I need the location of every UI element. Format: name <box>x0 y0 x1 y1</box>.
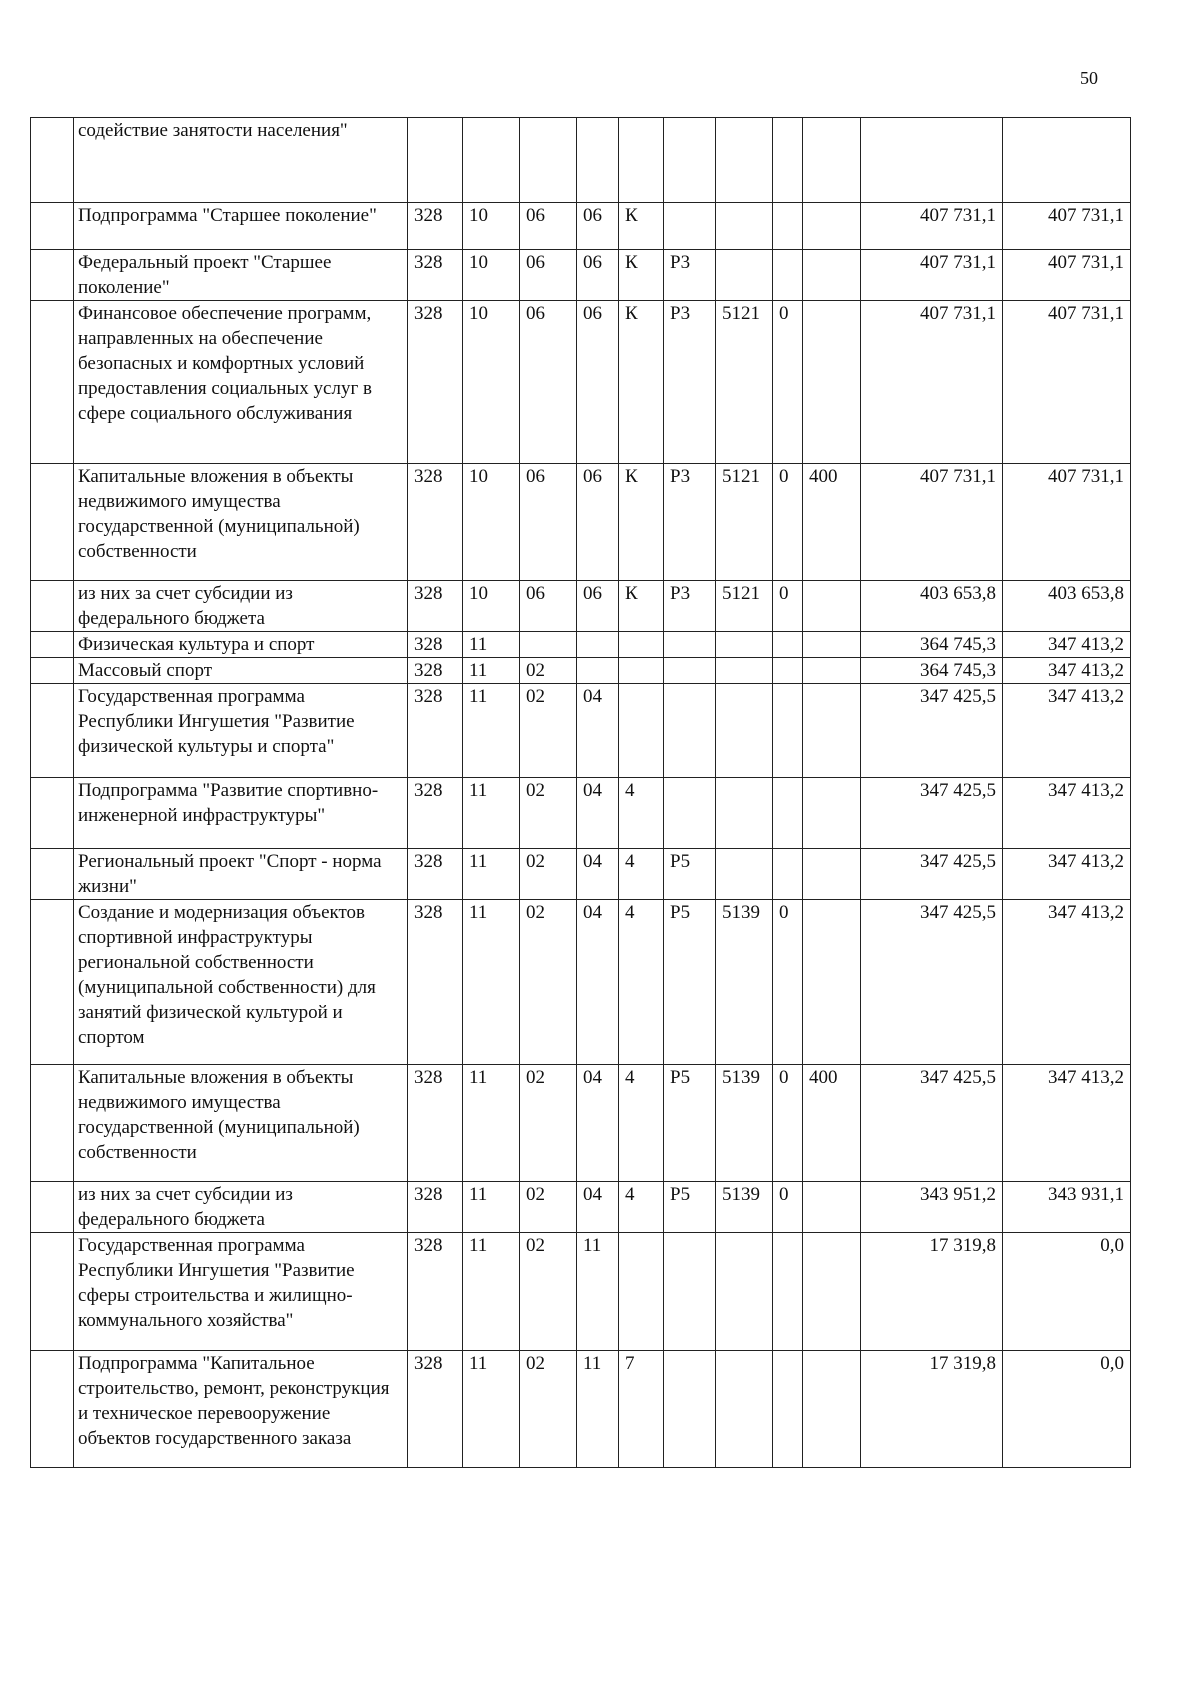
program-code-cell: 04 <box>577 1065 619 1182</box>
direction-code-cell <box>716 684 773 778</box>
section-code-cell: 11 <box>463 900 520 1065</box>
subsection-code-cell <box>520 118 577 203</box>
table-row <box>31 1351 1131 1468</box>
sum-2022-cell: 343 931,1 <box>1003 1182 1131 1233</box>
sub-direction-code-cell <box>773 849 803 900</box>
row-index-cell <box>31 118 74 203</box>
project-code-cell: Р5 <box>664 900 716 1065</box>
program-code-cell <box>577 632 619 658</box>
program-code-cell: 06 <box>577 581 619 632</box>
subsection-code-cell: 06 <box>520 581 577 632</box>
direction-code-cell: 5121 <box>716 464 773 581</box>
expense-type-code-cell <box>803 849 861 900</box>
subsection-code-cell: 02 <box>520 900 577 1065</box>
sum-2022-cell: 347 413,2 <box>1003 900 1131 1065</box>
expense-type-code-cell <box>803 778 861 849</box>
program-code-cell: 06 <box>577 464 619 581</box>
program-code-cell: 04 <box>577 778 619 849</box>
row-name: Физическая культура и спорт <box>74 632 408 658</box>
table-row <box>31 581 1131 632</box>
row-index-cell <box>31 1065 74 1182</box>
row-index-cell <box>31 203 74 250</box>
row-index-cell <box>31 658 74 684</box>
table-row <box>31 684 1131 778</box>
project-code-cell <box>664 1233 716 1351</box>
table-row <box>31 1182 1131 1233</box>
sum-2021-cell: 407 731,1 <box>861 301 1003 464</box>
subsection-code-cell: 02 <box>520 1182 577 1233</box>
sum-2022-cell: 347 413,2 <box>1003 1065 1131 1182</box>
sum-2021-cell: 407 731,1 <box>861 464 1003 581</box>
expense-type-code-cell <box>803 900 861 1065</box>
sum-2022-cell: 347 413,2 <box>1003 658 1131 684</box>
grbs-code-cell: 328 <box>408 1351 463 1468</box>
sum-2021-cell: 407 731,1 <box>861 203 1003 250</box>
section-code-cell: 10 <box>463 464 520 581</box>
section-code-cell: 11 <box>463 1233 520 1351</box>
table-row <box>31 1065 1131 1182</box>
subprogram-code-cell: К <box>619 250 664 301</box>
row-name: содействие занятости населения" <box>74 118 408 203</box>
row-index-cell <box>31 684 74 778</box>
row-index-cell <box>31 1233 74 1351</box>
sum-2022-cell: 407 731,1 <box>1003 301 1131 464</box>
grbs-code-cell <box>408 118 463 203</box>
direction-code-cell: 5121 <box>716 301 773 464</box>
expense-type-code-cell <box>803 581 861 632</box>
program-code-cell: 04 <box>577 900 619 1065</box>
subsection-code-cell: 06 <box>520 250 577 301</box>
subprogram-code-cell: 4 <box>619 1182 664 1233</box>
direction-code-cell <box>716 203 773 250</box>
subprogram-code-cell: 4 <box>619 900 664 1065</box>
section-code-cell: 11 <box>463 658 520 684</box>
subsection-code-cell: 02 <box>520 684 577 778</box>
sub-direction-code-cell <box>773 658 803 684</box>
sum-2021-cell: 364 745,3 <box>861 632 1003 658</box>
sum-2022-cell: 403 653,8 <box>1003 581 1131 632</box>
subprogram-code-cell <box>619 118 664 203</box>
subsection-code-cell: 02 <box>520 778 577 849</box>
grbs-code-cell: 328 <box>408 203 463 250</box>
expense-type-code-cell: 400 <box>803 464 861 581</box>
row-name: из них за счет субсидии из федерального бюджета <box>74 1182 408 1233</box>
subsection-code-cell: 06 <box>520 464 577 581</box>
direction-code-cell <box>716 632 773 658</box>
section-code-cell: 10 <box>463 203 520 250</box>
subprogram-code-cell: 4 <box>619 849 664 900</box>
sum-2021-cell: 403 653,8 <box>861 581 1003 632</box>
section-code-cell: 10 <box>463 250 520 301</box>
row-index-cell <box>31 250 74 301</box>
expense-type-code-cell <box>803 1182 861 1233</box>
row-name: Создание и модернизация объектов спортивной инфраструктуры региональной собственности (муниципальной собственности) для занятий физической культурой и спортом <box>74 900 408 1065</box>
program-code-cell: 04 <box>577 849 619 900</box>
project-code-cell: Р3 <box>664 301 716 464</box>
row-name: Государственная программа Республики Ингушетия "Развитие сферы строительства и жилищно-коммунального хозяйства" <box>74 1233 408 1351</box>
row-name: Подпрограмма "Развитие спортивно-инженерной инфраструктуры" <box>74 778 408 849</box>
section-code-cell <box>463 118 520 203</box>
direction-code-cell: 5139 <box>716 900 773 1065</box>
program-code-cell: 04 <box>577 1182 619 1233</box>
project-code-cell: Р3 <box>664 250 716 301</box>
direction-code-cell <box>716 118 773 203</box>
program-code-cell: 04 <box>577 684 619 778</box>
table-row <box>31 900 1131 1065</box>
direction-code-cell <box>716 849 773 900</box>
direction-code-cell <box>716 250 773 301</box>
grbs-code-cell: 328 <box>408 900 463 1065</box>
section-code-cell: 10 <box>463 581 520 632</box>
row-index-cell <box>31 632 74 658</box>
program-code-cell: 11 <box>577 1233 619 1351</box>
row-index-cell <box>31 1351 74 1468</box>
row-name: Региональный проект "Спорт - норма жизни" <box>74 849 408 900</box>
sum-2022-cell: 347 413,2 <box>1003 632 1131 658</box>
direction-code-cell <box>716 658 773 684</box>
sum-2021-cell: 343 951,2 <box>861 1182 1003 1233</box>
sum-2021-cell: 17 319,8 <box>861 1233 1003 1351</box>
row-name: Капитальные вложения в объекты недвижимого имущества государственной (муниципальной) собственности <box>74 1065 408 1182</box>
row-name: Подпрограмма "Старшее поколение" <box>74 203 408 250</box>
expense-type-code-cell <box>803 1233 861 1351</box>
subsection-code-cell: 02 <box>520 658 577 684</box>
program-code-cell <box>577 118 619 203</box>
subsection-code-cell: 02 <box>520 849 577 900</box>
project-code-cell: Р3 <box>664 581 716 632</box>
sum-2022-cell: 407 731,1 <box>1003 203 1131 250</box>
sum-2021-cell: 407 731,1 <box>861 250 1003 301</box>
grbs-code-cell: 328 <box>408 658 463 684</box>
project-code-cell <box>664 684 716 778</box>
direction-code-cell: 5121 <box>716 581 773 632</box>
project-code-cell <box>664 118 716 203</box>
sum-2022-cell: 0,0 <box>1003 1351 1131 1468</box>
budget-table <box>30 117 1131 1468</box>
sub-direction-code-cell: 0 <box>773 900 803 1065</box>
project-code-cell: Р5 <box>664 1065 716 1182</box>
sub-direction-code-cell <box>773 1233 803 1351</box>
sum-2022-cell: 347 413,2 <box>1003 778 1131 849</box>
sum-2022-cell <box>1003 118 1131 203</box>
expense-type-code-cell <box>803 118 861 203</box>
sub-direction-code-cell <box>773 250 803 301</box>
program-code-cell: 06 <box>577 250 619 301</box>
sum-2021-cell: 347 425,5 <box>861 684 1003 778</box>
grbs-code-cell: 328 <box>408 684 463 778</box>
row-index-cell <box>31 464 74 581</box>
row-index-cell <box>31 778 74 849</box>
row-index-cell <box>31 1182 74 1233</box>
section-code-cell: 11 <box>463 778 520 849</box>
subsection-code-cell <box>520 632 577 658</box>
table-row <box>31 632 1131 658</box>
program-code-cell: 11 <box>577 1351 619 1468</box>
table-row <box>31 778 1131 849</box>
sum-2022-cell: 407 731,1 <box>1003 250 1131 301</box>
subprogram-code-cell <box>619 632 664 658</box>
grbs-code-cell: 328 <box>408 250 463 301</box>
subsection-code-cell: 02 <box>520 1065 577 1182</box>
row-name: Подпрограмма "Капитальное строительство, ремонт, реконструкция и техническое перевооружение объектов государственного заказа <box>74 1351 408 1468</box>
section-code-cell: 11 <box>463 632 520 658</box>
sum-2021-cell: 364 745,3 <box>861 658 1003 684</box>
section-code-cell: 11 <box>463 1351 520 1468</box>
subprogram-code-cell: К <box>619 203 664 250</box>
sub-direction-code-cell <box>773 1351 803 1468</box>
row-name: Государственная программа Республики Ингушетия "Развитие физической культуры и спорта" <box>74 684 408 778</box>
section-code-cell: 11 <box>463 849 520 900</box>
table-body <box>31 118 1131 1468</box>
subprogram-code-cell: К <box>619 464 664 581</box>
section-code-cell: 11 <box>463 684 520 778</box>
grbs-code-cell: 328 <box>408 581 463 632</box>
sum-2022-cell: 0,0 <box>1003 1233 1131 1351</box>
sum-2022-cell: 407 731,1 <box>1003 464 1131 581</box>
expense-type-code-cell <box>803 1351 861 1468</box>
direction-code-cell: 5139 <box>716 1065 773 1182</box>
sub-direction-code-cell: 0 <box>773 1182 803 1233</box>
sum-2021-cell: 347 425,5 <box>861 778 1003 849</box>
table-row <box>31 301 1131 464</box>
expense-type-code-cell <box>803 301 861 464</box>
page-number: 50 <box>1080 68 1098 88</box>
project-code-cell: Р3 <box>664 464 716 581</box>
direction-code-cell <box>716 1351 773 1468</box>
expense-type-code-cell <box>803 658 861 684</box>
subprogram-code-cell: 4 <box>619 1065 664 1182</box>
expense-type-code-cell: 400 <box>803 1065 861 1182</box>
grbs-code-cell: 328 <box>408 849 463 900</box>
sub-direction-code-cell <box>773 684 803 778</box>
row-name: Федеральный проект "Старшее поколение" <box>74 250 408 301</box>
sum-2022-cell: 347 413,2 <box>1003 684 1131 778</box>
grbs-code-cell: 328 <box>408 301 463 464</box>
table-row <box>31 203 1131 250</box>
subsection-code-cell: 02 <box>520 1351 577 1468</box>
program-code-cell <box>577 658 619 684</box>
project-code-cell <box>664 658 716 684</box>
sum-2021-cell: 347 425,5 <box>861 900 1003 1065</box>
table-row <box>31 250 1131 301</box>
table-row <box>31 849 1131 900</box>
subprogram-code-cell: 7 <box>619 1351 664 1468</box>
row-name: Массовый спорт <box>74 658 408 684</box>
table-row <box>31 464 1131 581</box>
project-code-cell: Р5 <box>664 1182 716 1233</box>
table-row <box>31 1233 1131 1351</box>
subprogram-code-cell: 4 <box>619 778 664 849</box>
direction-code-cell: 5139 <box>716 1182 773 1233</box>
grbs-code-cell: 328 <box>408 1182 463 1233</box>
direction-code-cell <box>716 1233 773 1351</box>
section-code-cell: 10 <box>463 301 520 464</box>
section-code-cell: 11 <box>463 1182 520 1233</box>
expense-type-code-cell <box>803 203 861 250</box>
section-code-cell: 11 <box>463 1065 520 1182</box>
sub-direction-code-cell <box>773 203 803 250</box>
sum-2021-cell: 347 425,5 <box>861 849 1003 900</box>
sum-2021-cell: 347 425,5 <box>861 1065 1003 1182</box>
grbs-code-cell: 328 <box>408 632 463 658</box>
subsection-code-cell: 06 <box>520 203 577 250</box>
row-name: Капитальные вложения в объекты недвижимого имущества государственной (муниципальной) собственности <box>74 464 408 581</box>
grbs-code-cell: 328 <box>408 464 463 581</box>
table-row <box>31 658 1131 684</box>
direction-code-cell <box>716 778 773 849</box>
row-index-cell <box>31 900 74 1065</box>
sub-direction-code-cell: 0 <box>773 581 803 632</box>
sub-direction-code-cell: 0 <box>773 464 803 581</box>
subprogram-code-cell <box>619 1233 664 1351</box>
sub-direction-code-cell <box>773 632 803 658</box>
sub-direction-code-cell: 0 <box>773 301 803 464</box>
sum-2021-cell <box>861 118 1003 203</box>
subsection-code-cell: 06 <box>520 301 577 464</box>
sub-direction-code-cell <box>773 118 803 203</box>
project-code-cell <box>664 203 716 250</box>
row-index-cell <box>31 301 74 464</box>
program-code-cell: 06 <box>577 203 619 250</box>
subprogram-code-cell: К <box>619 301 664 464</box>
table-row <box>31 118 1131 203</box>
grbs-code-cell: 328 <box>408 1233 463 1351</box>
row-index-cell <box>31 849 74 900</box>
project-code-cell <box>664 778 716 849</box>
project-code-cell: Р5 <box>664 849 716 900</box>
sum-2022-cell: 347 413,2 <box>1003 849 1131 900</box>
project-code-cell <box>664 1351 716 1468</box>
sub-direction-code-cell <box>773 778 803 849</box>
subprogram-code-cell: К <box>619 581 664 632</box>
sub-direction-code-cell: 0 <box>773 1065 803 1182</box>
subprogram-code-cell <box>619 684 664 778</box>
row-name: из них за счет субсидии из федерального бюджета <box>74 581 408 632</box>
subsection-code-cell: 02 <box>520 1233 577 1351</box>
grbs-code-cell: 328 <box>408 778 463 849</box>
sum-2021-cell: 17 319,8 <box>861 1351 1003 1468</box>
project-code-cell <box>664 632 716 658</box>
row-index-cell <box>31 581 74 632</box>
subprogram-code-cell <box>619 658 664 684</box>
grbs-code-cell: 328 <box>408 1065 463 1182</box>
row-name: Финансовое обеспечение программ, направленных на обеспечение безопасных и комфортных условий предоставления социальных услуг в сфере социального обслуживания <box>74 301 408 464</box>
expense-type-code-cell <box>803 632 861 658</box>
program-code-cell: 06 <box>577 301 619 464</box>
expense-type-code-cell <box>803 250 861 301</box>
expense-type-code-cell <box>803 684 861 778</box>
